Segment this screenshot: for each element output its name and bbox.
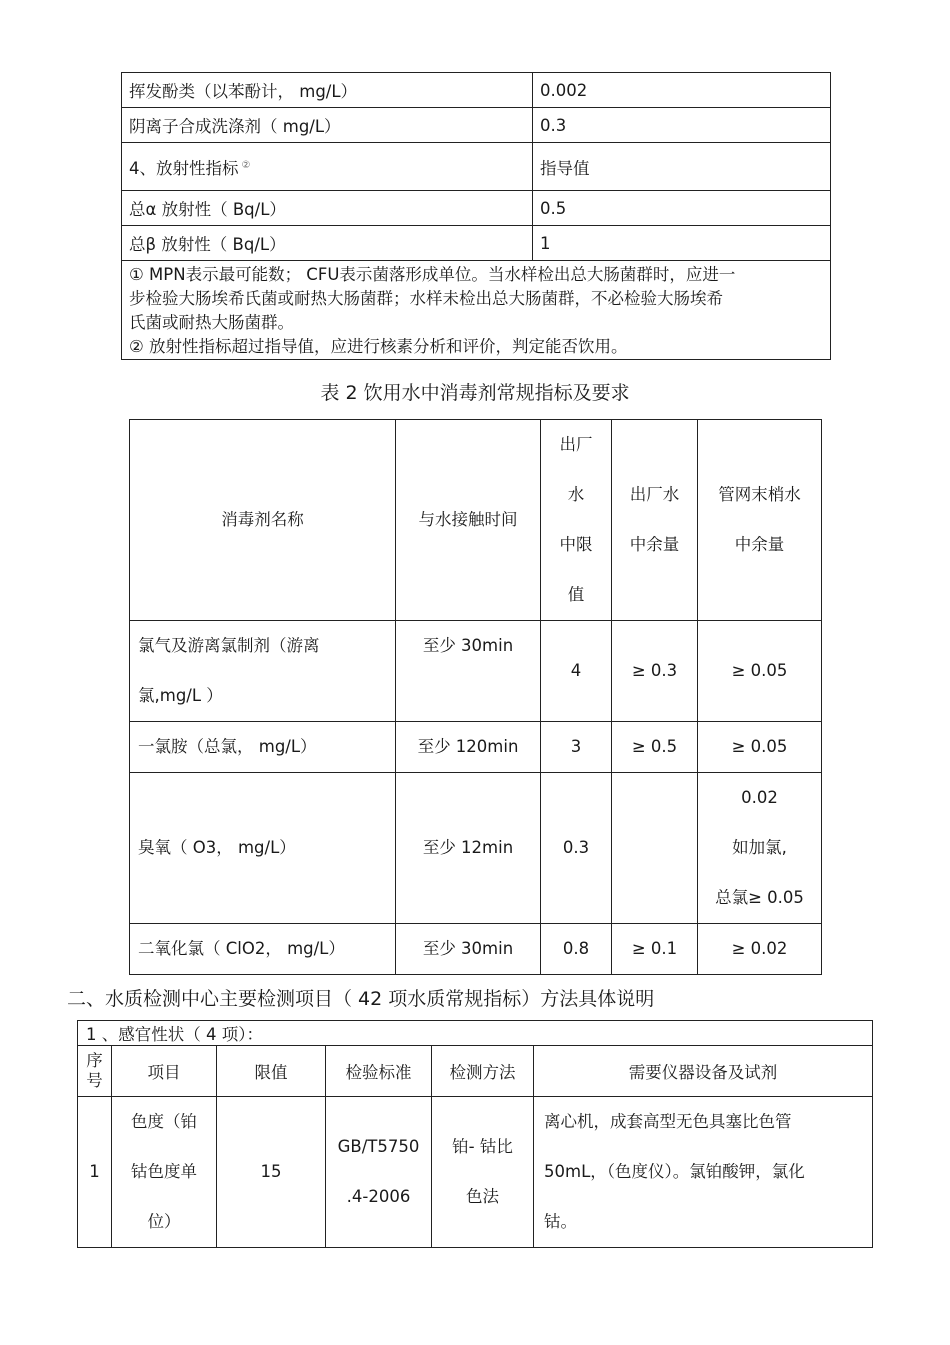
name-line: 一氯胺（总氯， mg/L） <box>138 737 317 756</box>
standard-line: .4-2006 <box>346 1187 411 1206</box>
table-row <box>130 773 822 924</box>
indicator-table <box>121 72 831 360</box>
indicator-value: 0.3 <box>533 108 831 143</box>
limit-value: 15 <box>217 1097 326 1248</box>
header-factory-limit <box>541 420 612 621</box>
indicator-name: 4、放射性指标 <box>129 158 239 178</box>
header-factory-residual <box>612 420 698 621</box>
table-row <box>122 191 831 226</box>
pipe-line: ≥ 0.02 <box>731 939 788 958</box>
header-limit: 限值 <box>217 1046 326 1097</box>
table-row <box>78 1097 873 1248</box>
header-line: 管网末梢水 <box>718 485 801 504</box>
indicator-value: 0.5 <box>533 191 831 226</box>
indicator-name: 总β 放射性（ Bq/L） <box>122 226 533 261</box>
disinfectant-name <box>130 773 396 924</box>
footnote-line: 氏菌或耐热大肠菌群。 <box>129 313 294 332</box>
table-row <box>130 722 822 773</box>
contact-time: 至少 120min <box>396 722 541 773</box>
disinfectant-name <box>130 722 396 773</box>
disinfectant-table <box>129 419 822 975</box>
category-row <box>78 1021 873 1046</box>
method-line: 色法 <box>466 1187 499 1206</box>
factory-limit: 4 <box>541 621 612 722</box>
pipe-end-residual <box>698 773 822 924</box>
pipe-line: ≥ 0.05 <box>731 737 788 756</box>
table-caption: 表 2 饮用水中消毒剂常规指标及要求 <box>320 382 630 404</box>
footnote-line: ① MPN表示最可能数； CFU表示菌落形成单位。当水样检出总大肠菌群时，应进一 <box>129 265 736 284</box>
indicator-value: 1 <box>533 226 831 261</box>
header-line: 出厂水 <box>629 485 680 504</box>
pipe-line: 0.02 <box>741 788 778 807</box>
pipe-end-residual <box>698 924 822 975</box>
table-row <box>122 108 831 143</box>
header-line: 出厂 <box>559 435 593 454</box>
pipe-line: ≥ 0.05 <box>731 661 788 680</box>
factory-residual: ≥ 0.3 <box>612 621 698 722</box>
table-row <box>122 73 831 108</box>
footnote-marker: ② <box>241 159 251 171</box>
indicator-value: 指导值 <box>533 143 831 191</box>
test-items-table <box>77 1020 873 1248</box>
footnote-line: 步检验大肠埃希氏菌或耐热大肠菌群；水样未检出总大肠菌群，不必检验大肠埃希 <box>129 289 723 308</box>
disinfectant-name <box>130 924 396 975</box>
equipment-reagents <box>534 1097 873 1248</box>
item-line: 色度（铂 <box>131 1112 197 1131</box>
indicator-value: 0.002 <box>533 73 831 108</box>
pipe-end-residual <box>698 621 822 722</box>
equipment-line: 离心机，成套高型无色具塞比色管 <box>544 1112 792 1131</box>
standard-line: GB/T5750 <box>337 1137 420 1156</box>
header-equipment: 需要仪器设备及试剂 <box>534 1046 873 1097</box>
header-line: 水 <box>567 485 585 504</box>
contact-time: 至少 12min <box>396 773 541 924</box>
table-row <box>122 226 831 261</box>
factory-limit: 0.3 <box>541 773 612 924</box>
header-contact-time: 与水接触时间 <box>396 420 541 621</box>
header-standard: 检验标准 <box>326 1046 432 1097</box>
table-row <box>130 924 822 975</box>
pipe-line: 总氯≥ 0.05 <box>715 888 804 907</box>
category-label: 1 、感官性状（ 4 项）： <box>78 1021 873 1046</box>
indicator-name: 总α 放射性（ Bq/L） <box>122 191 533 226</box>
item-line: 钴色度单 <box>131 1162 197 1181</box>
seq-number: 1 <box>78 1097 112 1248</box>
table-row <box>130 621 822 722</box>
header-row <box>130 420 822 621</box>
pipe-line: 如加氯, <box>732 838 787 857</box>
header-seq <box>78 1046 112 1097</box>
section-heading: 二、水质检测中心主要检测项目（ 42 项水质常规指标）方法具体说明 <box>67 988 655 1010</box>
contact-time: 至少 30min <box>396 924 541 975</box>
item-name <box>112 1097 217 1248</box>
item-line: 位） <box>147 1212 181 1231</box>
test-standard <box>326 1097 432 1248</box>
name-line: 氯,mg/L ） <box>138 686 223 705</box>
header-line: 值 <box>567 585 585 604</box>
method-line: 铂- 钴比 <box>452 1137 513 1156</box>
disinfectant-name <box>130 621 396 722</box>
header-line: 中限 <box>559 535 593 554</box>
header-pipe-end-residual <box>698 420 822 621</box>
factory-residual: ≥ 0.1 <box>612 924 698 975</box>
footnote-line: ② 放射性指标超过指导值，应进行核素分析和评价，判定能否饮用。 <box>129 337 628 356</box>
factory-limit: 3 <box>541 722 612 773</box>
name-line: 氯气及游离氯制剂（游离 <box>138 636 320 655</box>
factory-residual: ≥ 0.5 <box>612 722 698 773</box>
header-line: 中余量 <box>629 535 680 554</box>
pipe-end-residual <box>698 722 822 773</box>
indicator-name: 挥发酚类（以苯酚计， mg/L） <box>122 73 533 108</box>
equipment-line: 钴。 <box>544 1212 577 1231</box>
factory-residual <box>612 773 698 924</box>
factory-limit: 0.8 <box>541 924 612 975</box>
table-row <box>122 143 831 191</box>
indicator-name: 阴离子合成洗涤剂（ mg/L） <box>122 108 533 143</box>
name-line: 臭氧（ O3， mg/L） <box>138 838 296 857</box>
indicator-category-cell <box>122 143 533 191</box>
test-method <box>432 1097 534 1248</box>
footnotes <box>122 261 831 360</box>
header-line: 号 <box>86 1071 103 1090</box>
contact-time: 至少 30min <box>396 621 541 722</box>
header-row <box>78 1046 873 1097</box>
header-line: 中余量 <box>734 535 785 554</box>
header-disinfectant-name: 消毒剂名称 <box>130 420 396 621</box>
header-line: 序 <box>86 1051 103 1070</box>
notes-row <box>122 261 831 360</box>
header-item: 项目 <box>112 1046 217 1097</box>
equipment-line: 50mL，（色度仪）。氯铂酸钾，氯化 <box>544 1162 805 1181</box>
name-line: 二氧化氯（ ClO2， mg/L） <box>138 939 345 958</box>
header-method: 检测方法 <box>432 1046 534 1097</box>
